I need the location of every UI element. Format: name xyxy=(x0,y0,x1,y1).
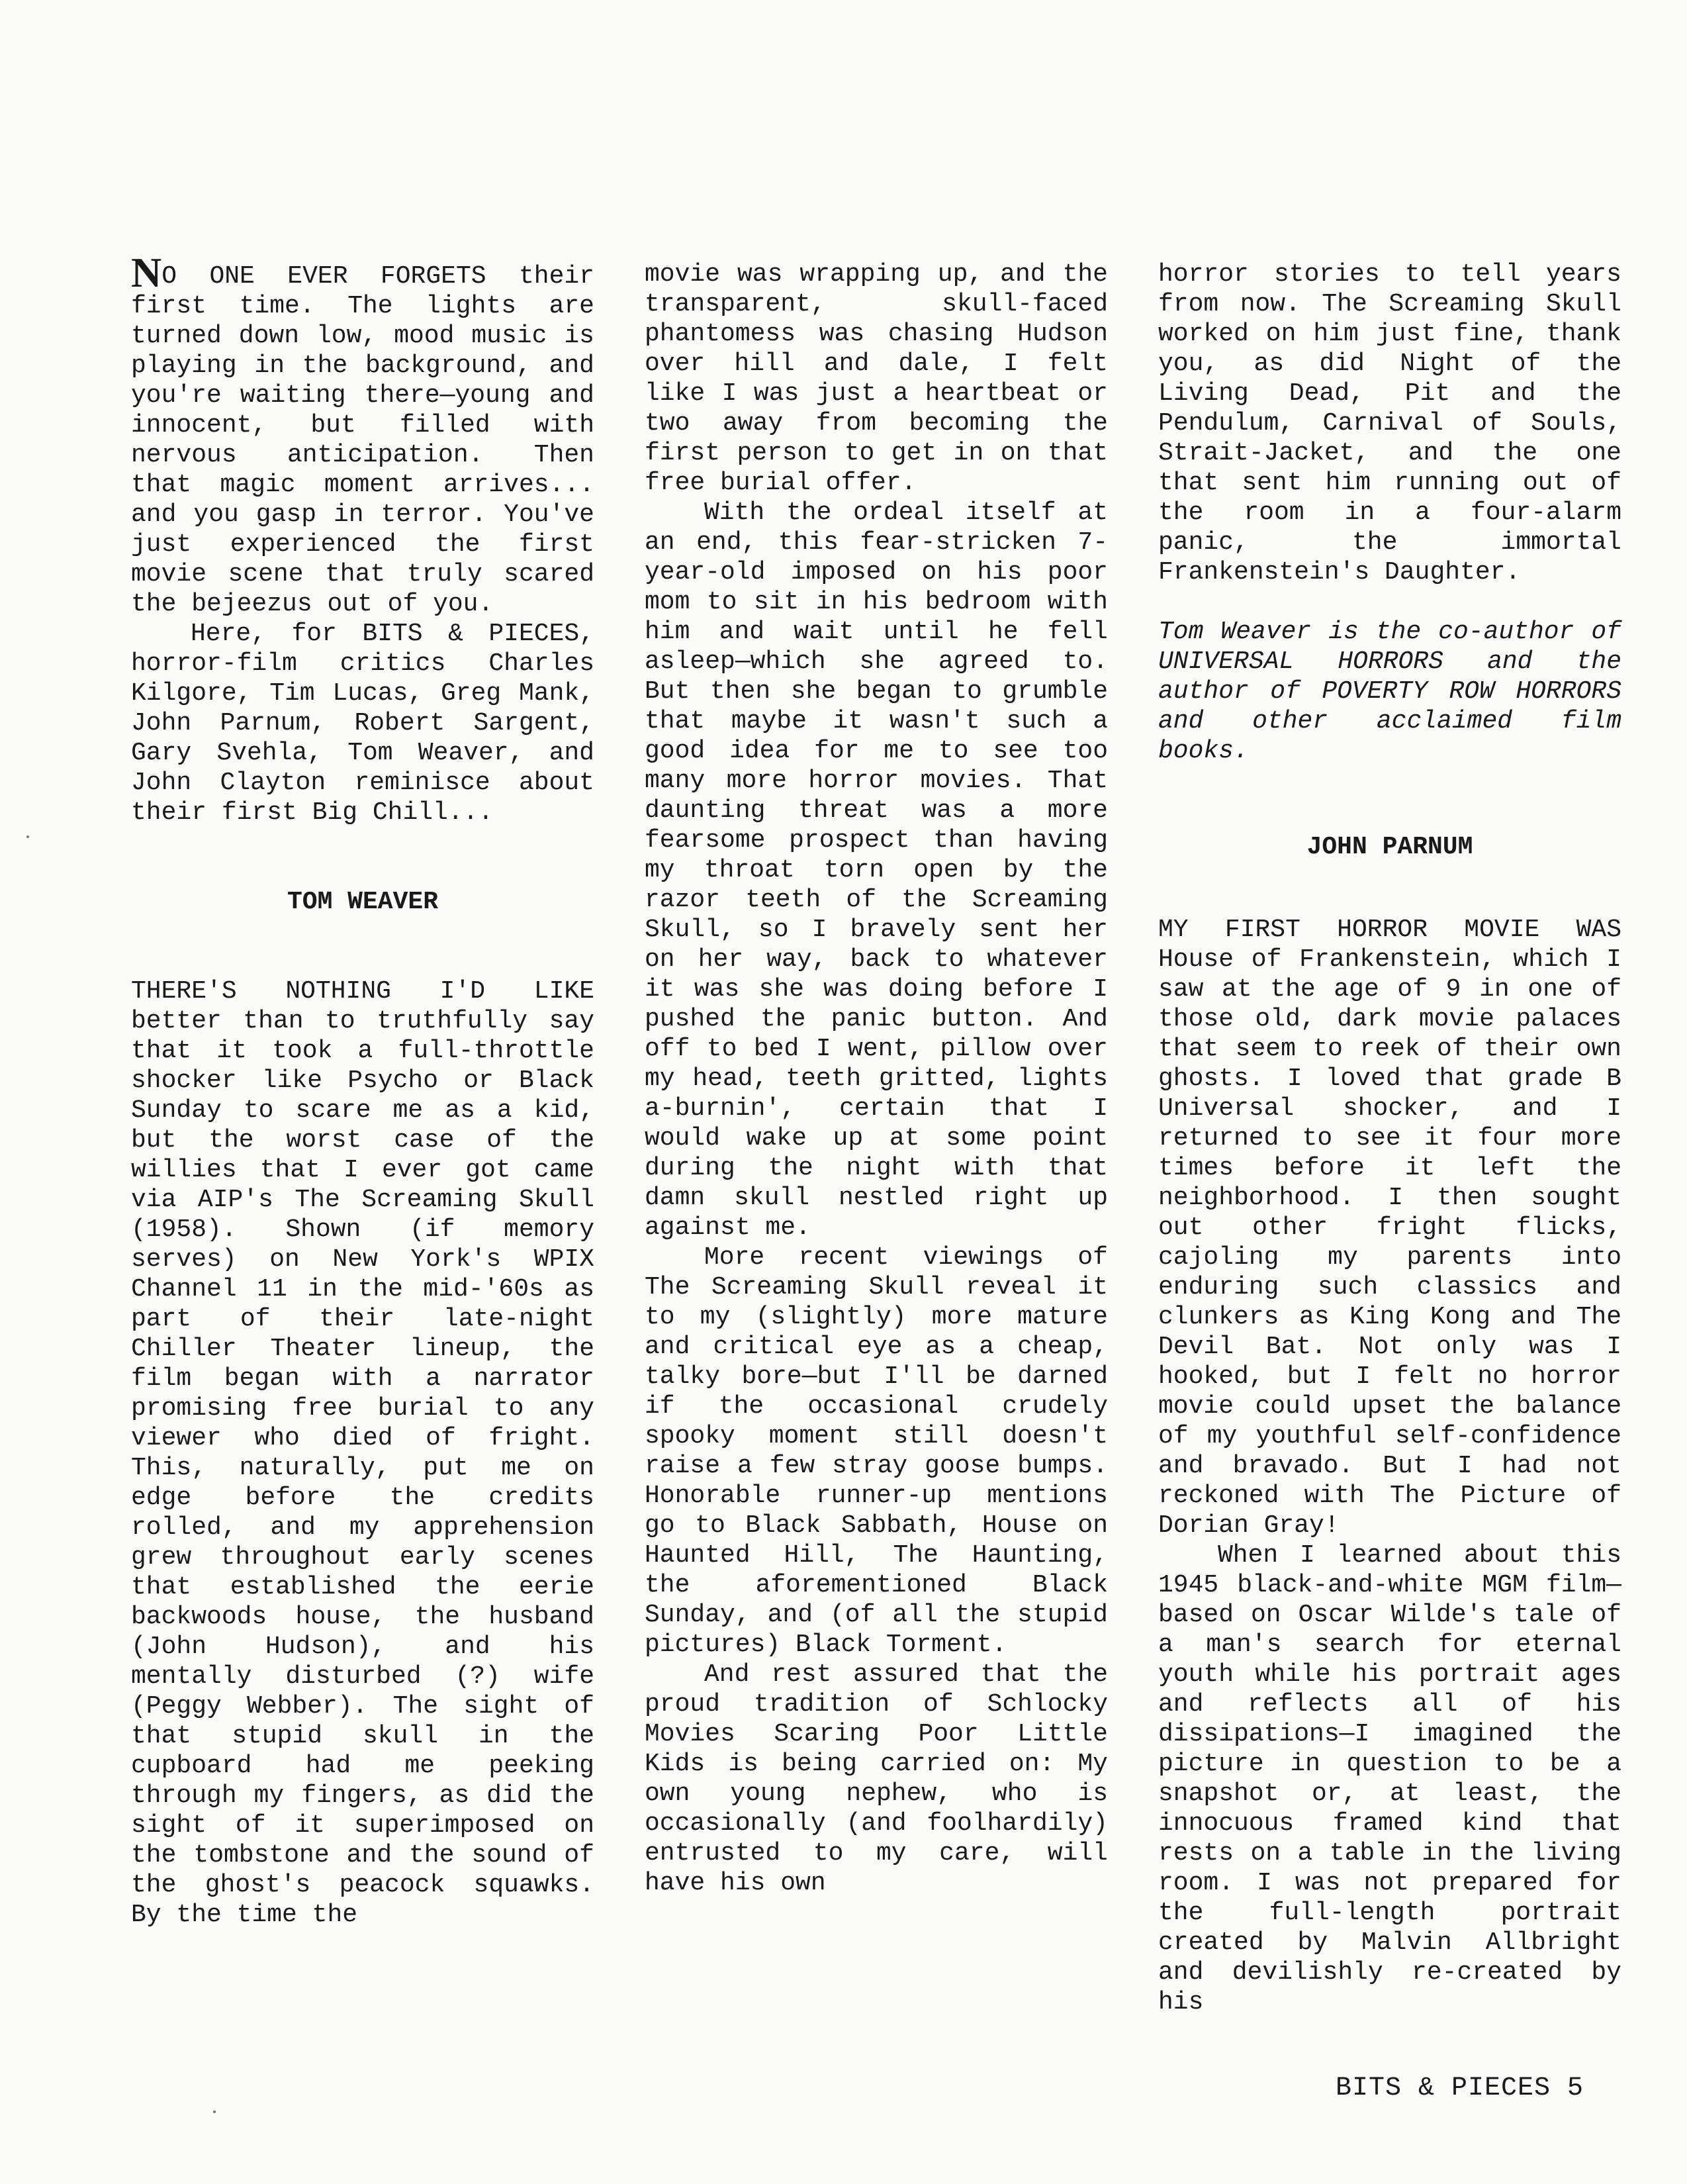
column-1 xyxy=(131,249,594,1930)
weaver-paragraph-1-part-b: movie was wrapping up, and the transparent, skull-faced phantomess was chasing Hudson over hill and dale, I felt like I was just a heartbeat or two away from becoming the first person to get in on that free burial offer. xyxy=(645,260,1108,497)
weaver-paragraph-1-part-a: THERE'S NOTHING I'D LIKE better than to truthfully say that it took a full-throttle shocker like Psycho or Black Sunday to scare me as a kid, but the worst case of the willies that I ever got came via AIP's The Screaming Skull (1958). Shown (if memory serves) on New York's WPIX Channel 11 in the mid-'60s as part of their late-night Chiller Theater lineup, the film began with a narrator promising free burial to any viewer who died of fright. This, naturally, put me on edge before the credits rolled, and my apprehension grew throughout early scenes that established the eerie backwoods house, the husband (John Hudson), and his mentally disturbed (?) wife (Peggy Webber). The sight of that stupid skull in the cupboard had me peeking through my fingers, as did the sight of it superimposed on the tombstone and the sound of the ghost's peacock squawks. By the time the xyxy=(131,977,594,1929)
intro-paragraph-2: Here, for BITS & PIECES, horror-film critics Charles Kilgore, Tim Lucas, Greg Mank, John Parnum, Robert Sargent, Gary Svehla, Tom Weaver, and John Clayton reminisce about their first Big Chill... xyxy=(131,620,594,827)
author-bio-tom-weaver: Tom Weaver is the co-author of UNIVERSAL HORRORS and the author of POVERTY ROW HORRORS and other acclaimed film books. xyxy=(1158,618,1621,765)
weaver-paragraph-4-part-b: horror stories to tell years from now. The Screaming Skull worked on him just fine, thank you, as did Night of the Living Dead, Pit and the Pendulum, Carnival of Souls, Strait-Jacket, and the one that sent him running out of the room in a four-alarm panic, the immortal Frankenstein's Daughter. xyxy=(1158,260,1621,587)
intro-text-1: O ONE EVER FORGETS their first time. The lights are turned down low, mood music is playing in the background, and you're waiting there—young and innocent, but filled with nervous anticipation. Then that magic moment arrives... and you gasp in terror. You've just experienced the first movie scene that truly scared the bejeezus out of you. xyxy=(131,262,594,618)
page-footer-folio: BITS & PIECES 5 xyxy=(1336,2073,1584,2103)
parnum-paragraph-2: When I learned about this 1945 black-and-white MGM film—based on Oscar Wilde's tale of a man's search for eternal youth while his portrait ages and reflects all of his dissipations—I imagined the picture in question to be a snapshot or, at least, the innocuous framed kind that rests on a table in the living room. I was not prepared for the full-length portrait created by Malvin Allbright and devilishly re-created by his xyxy=(1158,1541,1621,2017)
weaver-paragraph-3: More recent viewings of The Screaming Skull reveal it to my (slightly) more mature and critical eye as a cheap, talky bore—but I'll be darned if the occasional crudely spooky moment still doesn't raise a few stray goose bumps. Honorable runner-up mentions go to Black Sabbath, House on Haunted Hill, The Haunting, the aforementioned Black Sunday, and (of all the stupid pictures) Black Torment. xyxy=(645,1243,1108,1659)
drop-cap: N xyxy=(131,249,162,296)
weaver-paragraph-2: With the ordeal itself at an end, this fear-stricken 7-year-old imposed on his poor mom to sit in his bedroom with him and wait until he fell asleep—which she agreed to. But then she began to grumble that maybe it wasn't such a good idea for me to see too many more horror movies. That daunting threat was a more fearsome prospect than having my throat torn open by the razor teeth of the Screaming Skull, so I bravely sent her on her way, back to whatever it was she was doing before I pushed the panic button. And off to bed I went, pillow over my head, teeth gritted, lights a-burnin', certain that I would wake up at some point during the night with that damn skull nestled right up against me. xyxy=(645,499,1108,1242)
section-heading-tom-weaver: TOM WEAVER xyxy=(287,888,439,916)
weaver-paragraph-4-part-a: And rest assured that the proud tradition of Schlocky Movies Scaring Poor Little Kids is being carried on: My own young nephew, who is occasionally (and foolhardily) entrusted to my care, will have his own xyxy=(645,1660,1108,1897)
column-3 xyxy=(1158,260,1621,2017)
print-speck xyxy=(26,835,29,838)
print-speck xyxy=(213,2111,216,2113)
intro-paragraph-1 xyxy=(131,249,594,619)
column-2 xyxy=(645,260,1108,1898)
parnum-paragraph-1: MY FIRST HORROR MOVIE WAS House of Frankenstein, which I saw at the age of 9 in one of those old, dark movie palaces that seem to reek of their own ghosts. I loved that grade B Universal shocker, and I returned to see it four more times before it left the neighborhood. I then sought out other fright flicks, cajoling my parents into enduring such classics and clunkers as King Kong and The Devil Bat. Not only was I hooked, but I felt no horror movie could upset the balance of my youthful self-confidence and bravado. But I had not reckoned with The Picture of Dorian Gray! xyxy=(1158,916,1621,1540)
section-heading-john-parnum: JOHN PARNUM xyxy=(1306,833,1473,861)
